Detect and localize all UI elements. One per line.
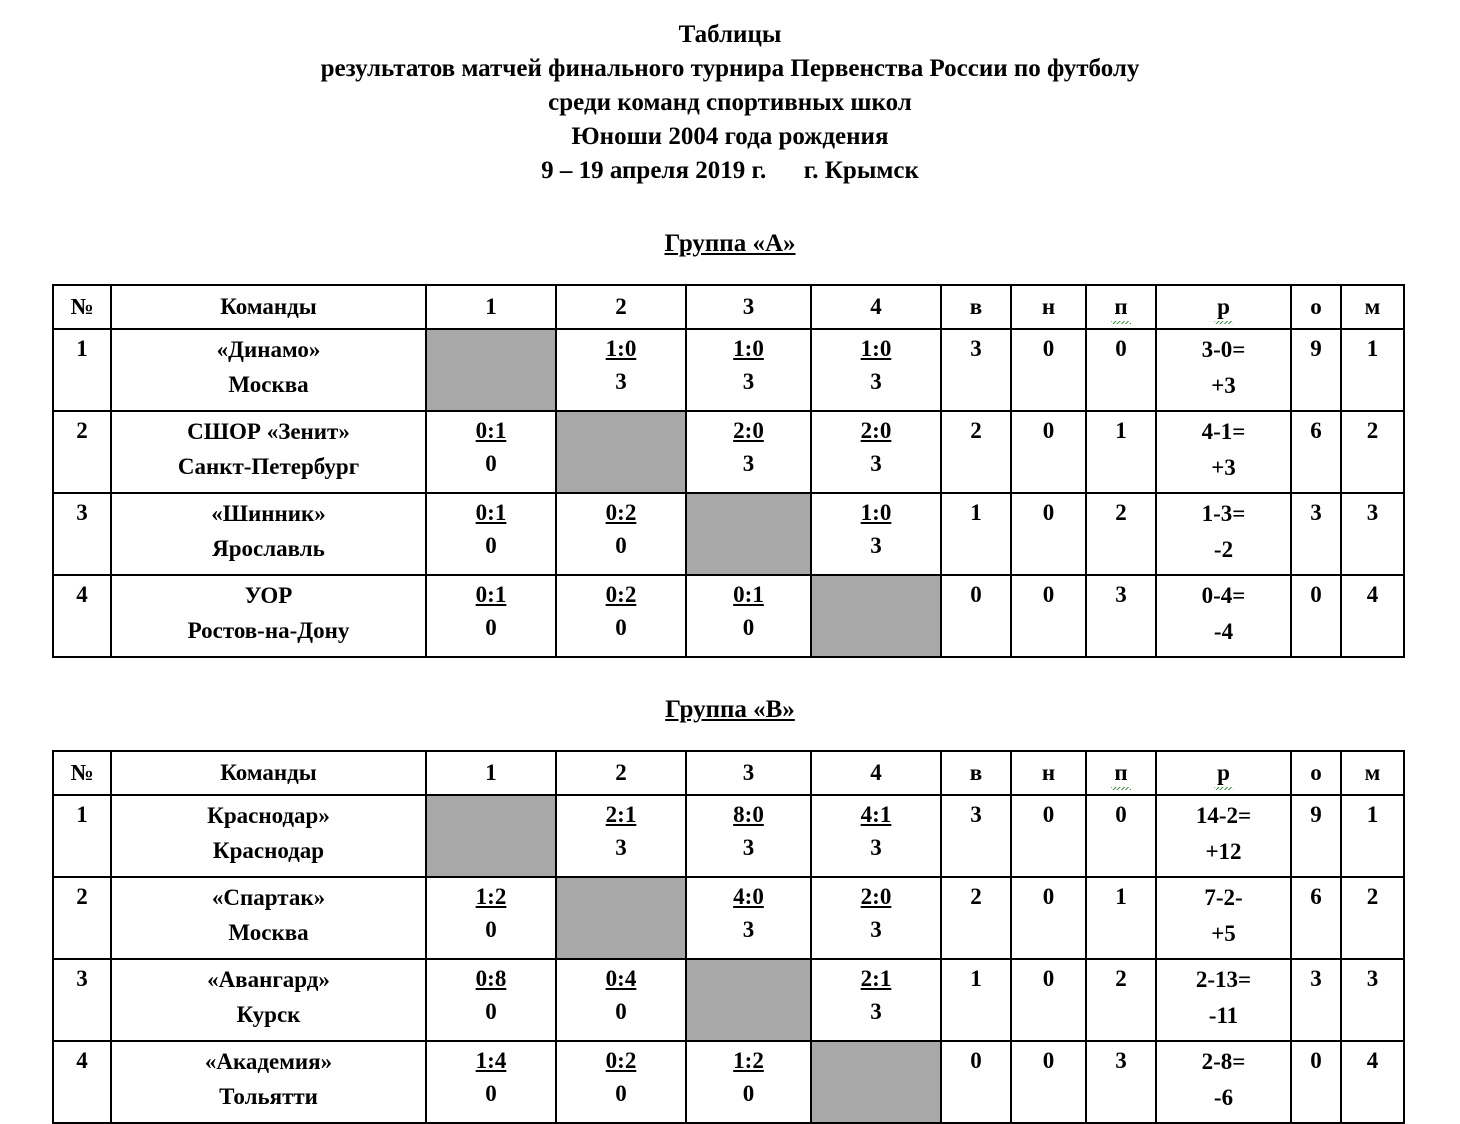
stat-points: 6 bbox=[1291, 411, 1341, 493]
team-cell bbox=[111, 795, 426, 877]
stat-points: 9 bbox=[1291, 329, 1341, 411]
match-result-cell bbox=[426, 1041, 556, 1123]
match-result-cell bbox=[811, 493, 941, 575]
match-points: 0 bbox=[485, 917, 497, 942]
team-cell bbox=[111, 877, 426, 959]
match-score: 2:0 bbox=[860, 884, 892, 909]
match-result-cell bbox=[556, 329, 686, 411]
team-city-name: Краснодар bbox=[212, 838, 325, 863]
row-number: 2 bbox=[53, 877, 111, 959]
group-b-table-wrapper bbox=[0, 750, 1460, 1124]
match-result-cell bbox=[686, 877, 811, 959]
match-result-cell bbox=[811, 959, 941, 1041]
self-match-blocked-cell bbox=[426, 795, 556, 877]
match-points: 3 bbox=[870, 533, 882, 558]
match-points: 0 bbox=[485, 533, 497, 558]
header-opponent-2: 2 bbox=[556, 285, 686, 329]
match-score: 0:2 bbox=[605, 582, 637, 607]
team-club-name: «Спартак» bbox=[211, 885, 326, 910]
match-points: 0 bbox=[485, 615, 497, 640]
match-score: 8:0 bbox=[733, 802, 764, 827]
stat-losses: 2 bbox=[1086, 493, 1156, 575]
stat-goal-difference bbox=[1156, 493, 1291, 575]
stat-wins: 2 bbox=[941, 411, 1011, 493]
stat-points: 3 bbox=[1291, 959, 1341, 1041]
match-points: 0 bbox=[742, 1081, 755, 1106]
stat-place: 1 bbox=[1341, 795, 1404, 877]
row-number: 1 bbox=[53, 329, 111, 411]
match-score: 0:1 bbox=[475, 500, 507, 525]
team-city-name: Курск bbox=[236, 1002, 301, 1027]
match-score: 1:4 bbox=[475, 1048, 507, 1073]
stat-place: 3 bbox=[1341, 959, 1404, 1041]
stat-goal-difference bbox=[1156, 575, 1291, 657]
table-header-row bbox=[53, 751, 1404, 795]
header-wins: в bbox=[941, 285, 1011, 329]
stat-draws: 0 bbox=[1011, 795, 1086, 877]
match-points: 3 bbox=[870, 917, 882, 942]
stat-place: 2 bbox=[1341, 411, 1404, 493]
match-score: 0:1 bbox=[475, 582, 507, 607]
stat-place: 4 bbox=[1341, 1041, 1404, 1123]
team-city-name: Ярославль bbox=[212, 536, 325, 561]
stat-points: 0 bbox=[1291, 575, 1341, 657]
match-result-cell bbox=[426, 411, 556, 493]
header-losses bbox=[1086, 751, 1156, 795]
goals-scored-conceded: 0-4= bbox=[1201, 583, 1246, 608]
match-score: 4:1 bbox=[860, 802, 892, 827]
goals-scored-conceded: 14-2= bbox=[1195, 803, 1252, 828]
header-num: № bbox=[53, 285, 111, 329]
team-cell bbox=[111, 411, 426, 493]
match-score: 2:1 bbox=[605, 802, 637, 827]
match-result-cell bbox=[556, 959, 686, 1041]
match-points: 3 bbox=[742, 835, 755, 860]
table-row bbox=[53, 959, 1404, 1041]
group-a-standings-table bbox=[52, 284, 1405, 658]
title-line-1: Таблицы bbox=[678, 21, 782, 48]
stat-goal-difference bbox=[1156, 329, 1291, 411]
match-result-cell bbox=[426, 575, 556, 657]
row-number: 4 bbox=[53, 1041, 111, 1123]
team-city-name: Ростов-на-Дону bbox=[187, 618, 350, 643]
team-club-name: «Шинник» bbox=[211, 501, 326, 526]
stat-draws: 0 bbox=[1011, 877, 1086, 959]
match-points: 3 bbox=[615, 835, 627, 860]
match-result-cell bbox=[426, 493, 556, 575]
header-goal-difference bbox=[1156, 751, 1291, 795]
stat-draws: 0 bbox=[1011, 959, 1086, 1041]
match-score: 0:8 bbox=[475, 966, 507, 991]
row-number: 1 bbox=[53, 795, 111, 877]
team-club-name: УОР bbox=[244, 583, 293, 608]
stat-wins: 0 bbox=[941, 1041, 1011, 1123]
match-score: 1:0 bbox=[860, 336, 892, 361]
team-city-name: Тольятти bbox=[219, 1084, 318, 1109]
team-cell bbox=[111, 959, 426, 1041]
goal-difference-value: +5 bbox=[1211, 921, 1236, 946]
header-losses-text: п bbox=[1114, 294, 1128, 319]
stat-goal-difference bbox=[1156, 877, 1291, 959]
match-result-cell bbox=[686, 1041, 811, 1123]
match-result-cell bbox=[811, 795, 941, 877]
self-match-blocked-cell bbox=[686, 959, 811, 1041]
stat-goal-difference bbox=[1156, 411, 1291, 493]
match-result-cell bbox=[686, 575, 811, 657]
header-goal-difference-text: р bbox=[1217, 294, 1230, 319]
stat-losses: 3 bbox=[1086, 575, 1156, 657]
table-row bbox=[53, 877, 1404, 959]
stat-place: 1 bbox=[1341, 329, 1404, 411]
stat-points: 6 bbox=[1291, 877, 1341, 959]
header-opponent-4: 4 bbox=[811, 285, 941, 329]
header-losses bbox=[1086, 285, 1156, 329]
stat-losses: 0 bbox=[1086, 329, 1156, 411]
match-points: 0 bbox=[485, 999, 497, 1024]
stat-losses: 1 bbox=[1086, 877, 1156, 959]
self-match-blocked-cell bbox=[556, 877, 686, 959]
team-club-name: «Динамо» bbox=[216, 337, 321, 362]
table-row bbox=[53, 1041, 1404, 1123]
match-points: 3 bbox=[870, 835, 882, 860]
group-b-standings-table bbox=[52, 750, 1405, 1124]
match-points: 3 bbox=[742, 451, 755, 476]
match-score: 2:1 bbox=[860, 966, 892, 991]
header-opponent-3: 3 bbox=[686, 285, 811, 329]
goals-scored-conceded: 2-8= bbox=[1201, 1049, 1246, 1074]
group-a-table-body bbox=[53, 329, 1404, 657]
self-match-blocked-cell bbox=[811, 575, 941, 657]
stat-place: 3 bbox=[1341, 493, 1404, 575]
match-points: 0 bbox=[615, 533, 627, 558]
match-score: 2:0 bbox=[860, 418, 892, 443]
goal-difference-value: -11 bbox=[1208, 1003, 1239, 1028]
team-club-name: Краснодар» bbox=[207, 803, 330, 828]
match-score: 0:4 bbox=[605, 966, 637, 991]
match-result-cell bbox=[556, 575, 686, 657]
match-score: 1:2 bbox=[475, 884, 507, 909]
header-goal-difference-text: р bbox=[1217, 760, 1230, 785]
title-line-4: Юноши 2004 года рождения bbox=[571, 123, 889, 150]
header-opponent-4: 4 bbox=[811, 751, 941, 795]
stat-points: 0 bbox=[1291, 1041, 1341, 1123]
team-cell bbox=[111, 329, 426, 411]
match-points: 3 bbox=[870, 369, 882, 394]
match-points: 3 bbox=[742, 369, 755, 394]
team-city-name: Москва bbox=[228, 372, 309, 397]
table-row bbox=[53, 795, 1404, 877]
row-number: 2 bbox=[53, 411, 111, 493]
match-score: 0:2 bbox=[605, 1048, 637, 1073]
row-number: 3 bbox=[53, 959, 111, 1041]
goal-difference-value: -4 bbox=[1213, 619, 1234, 644]
group-a-table-wrapper bbox=[0, 284, 1460, 658]
match-points: 0 bbox=[615, 999, 627, 1024]
title-line-2: результатов матчей финального турнира Первенства России по футболу bbox=[320, 55, 1140, 82]
match-points: 3 bbox=[870, 999, 882, 1024]
stat-losses: 1 bbox=[1086, 411, 1156, 493]
header-num: № bbox=[53, 751, 111, 795]
stat-goal-difference bbox=[1156, 795, 1291, 877]
team-city-name: Санкт-Петербург bbox=[177, 454, 360, 479]
stat-draws: 0 bbox=[1011, 493, 1086, 575]
header-wins: в bbox=[941, 751, 1011, 795]
match-points: 0 bbox=[742, 615, 755, 640]
match-score: 1:2 bbox=[733, 1048, 764, 1073]
self-match-blocked-cell bbox=[426, 329, 556, 411]
header-opponent-3: 3 bbox=[686, 751, 811, 795]
stat-losses: 2 bbox=[1086, 959, 1156, 1041]
header-points: о bbox=[1291, 751, 1341, 795]
match-score: 0:1 bbox=[475, 418, 507, 443]
match-score: 1:0 bbox=[733, 336, 764, 361]
match-points: 0 bbox=[615, 615, 627, 640]
stat-losses: 3 bbox=[1086, 1041, 1156, 1123]
team-cell bbox=[111, 575, 426, 657]
header-points: о bbox=[1291, 285, 1341, 329]
goals-scored-conceded: 3-0= bbox=[1201, 337, 1246, 362]
match-result-cell bbox=[811, 329, 941, 411]
stat-wins: 1 bbox=[941, 959, 1011, 1041]
self-match-blocked-cell bbox=[811, 1041, 941, 1123]
stat-points: 9 bbox=[1291, 795, 1341, 877]
header-teams: Команды bbox=[111, 751, 426, 795]
header-place: м bbox=[1341, 285, 1404, 329]
match-score: 1:0 bbox=[605, 336, 637, 361]
stat-points: 3 bbox=[1291, 493, 1341, 575]
goal-difference-value: -2 bbox=[1213, 537, 1234, 562]
goals-scored-conceded: 2-13= bbox=[1195, 967, 1252, 992]
title-line-3: среди команд спортивных школ bbox=[548, 89, 912, 116]
stat-place: 2 bbox=[1341, 877, 1404, 959]
team-club-name: «Авангард» bbox=[207, 967, 330, 992]
stat-draws: 0 bbox=[1011, 1041, 1086, 1123]
match-result-cell bbox=[811, 877, 941, 959]
stat-draws: 0 bbox=[1011, 575, 1086, 657]
goal-difference-value: -6 bbox=[1213, 1085, 1234, 1110]
team-cell bbox=[111, 1041, 426, 1123]
match-points: 0 bbox=[615, 1081, 627, 1106]
title-line-dates-venue: 9 – 19 апреля 2019 г. г. Крымск bbox=[541, 157, 919, 184]
group-b-table-body bbox=[53, 795, 1404, 1123]
header-opponent-1: 1 bbox=[426, 285, 556, 329]
stat-goal-difference bbox=[1156, 1041, 1291, 1123]
stat-losses: 0 bbox=[1086, 795, 1156, 877]
match-points: 3 bbox=[870, 451, 882, 476]
match-result-cell bbox=[556, 795, 686, 877]
goals-scored-conceded: 1-3= bbox=[1201, 501, 1246, 526]
match-score: 0:2 bbox=[605, 500, 637, 525]
header-goal-difference bbox=[1156, 285, 1291, 329]
header-opponent-2: 2 bbox=[556, 751, 686, 795]
stat-wins: 2 bbox=[941, 877, 1011, 959]
goals-scored-conceded: 7-2- bbox=[1204, 885, 1243, 910]
table-row bbox=[53, 329, 1404, 411]
group-a-heading: Группа «А» bbox=[664, 230, 796, 257]
match-score: 0:1 bbox=[733, 582, 764, 607]
match-points: 0 bbox=[485, 1081, 497, 1106]
table-row bbox=[53, 411, 1404, 493]
goal-difference-value: +3 bbox=[1211, 455, 1236, 480]
table-row bbox=[53, 575, 1404, 657]
match-score: 4:0 bbox=[733, 884, 764, 909]
header-place: м bbox=[1341, 751, 1404, 795]
goal-difference-value: +3 bbox=[1211, 373, 1236, 398]
stat-wins: 3 bbox=[941, 795, 1011, 877]
header-teams: Команды bbox=[111, 285, 426, 329]
match-score: 2:0 bbox=[733, 418, 764, 443]
match-result-cell bbox=[556, 493, 686, 575]
match-result-cell bbox=[426, 877, 556, 959]
team-club-name: «Академия» bbox=[204, 1049, 333, 1074]
header-draws: н bbox=[1011, 285, 1086, 329]
team-cell bbox=[111, 493, 426, 575]
stat-draws: 0 bbox=[1011, 329, 1086, 411]
team-city-name: Москва bbox=[228, 920, 309, 945]
match-points: 3 bbox=[742, 917, 755, 942]
goal-difference-value: +12 bbox=[1205, 839, 1242, 864]
stat-goal-difference bbox=[1156, 959, 1291, 1041]
stat-wins: 3 bbox=[941, 329, 1011, 411]
stat-wins: 1 bbox=[941, 493, 1011, 575]
match-result-cell bbox=[686, 329, 811, 411]
match-score: 1:0 bbox=[860, 500, 892, 525]
table-row bbox=[53, 493, 1404, 575]
match-points: 0 bbox=[485, 451, 497, 476]
match-result-cell bbox=[686, 411, 811, 493]
match-result-cell bbox=[811, 411, 941, 493]
match-points: 3 bbox=[615, 369, 627, 394]
match-result-cell bbox=[556, 1041, 686, 1123]
match-result-cell bbox=[686, 795, 811, 877]
self-match-blocked-cell bbox=[686, 493, 811, 575]
self-match-blocked-cell bbox=[556, 411, 686, 493]
table-header-row bbox=[53, 285, 1404, 329]
document-title bbox=[0, 0, 1460, 188]
row-number: 4 bbox=[53, 575, 111, 657]
stat-wins: 0 bbox=[941, 575, 1011, 657]
group-b-heading: Группа «В» bbox=[665, 696, 795, 723]
team-club-name: СШОР «Зенит» bbox=[187, 419, 350, 444]
match-result-cell bbox=[426, 959, 556, 1041]
header-draws: н bbox=[1011, 751, 1086, 795]
header-losses-text: п bbox=[1114, 760, 1128, 785]
stat-place: 4 bbox=[1341, 575, 1404, 657]
stat-draws: 0 bbox=[1011, 411, 1086, 493]
row-number: 3 bbox=[53, 493, 111, 575]
header-opponent-1: 1 bbox=[426, 751, 556, 795]
goals-scored-conceded: 4-1= bbox=[1201, 419, 1246, 444]
